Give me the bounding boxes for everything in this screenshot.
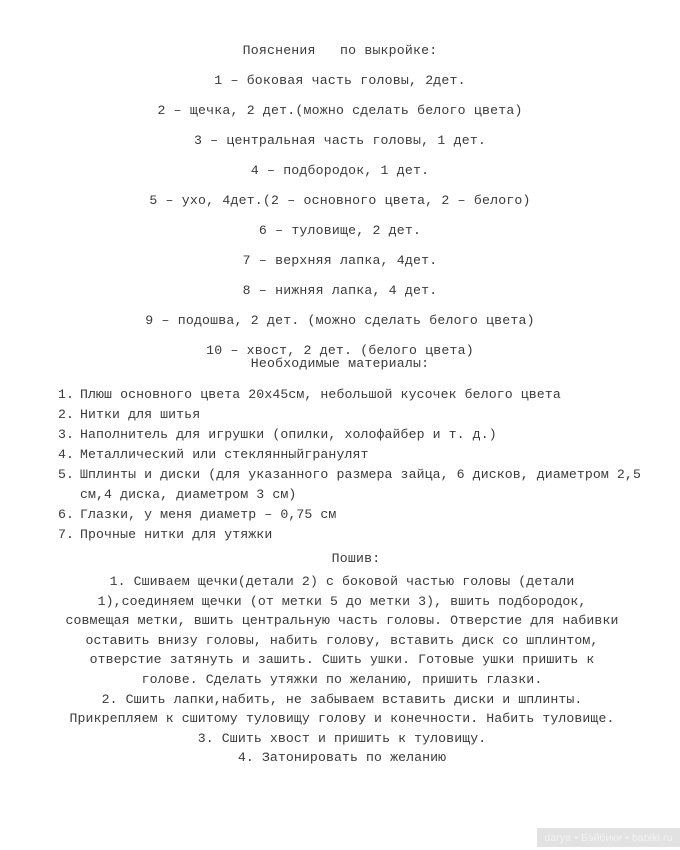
pattern-legend-block [0, 36, 680, 366]
watermark-badge [537, 828, 680, 847]
pattern-legend-title: Пояснения по выкройке: [242, 43, 438, 58]
pattern-legend-line: 1 – боковая часть головы, 2дет. [214, 73, 466, 88]
materials-item-number: 2. [58, 407, 75, 423]
materials-item-number: 6. [58, 507, 75, 523]
materials-list-item [58, 525, 658, 545]
sewing-step: 4. Затонировать по желанию [237, 750, 447, 766]
materials-item-number: 4. [58, 447, 75, 463]
pattern-legend-line: 8 – нижняя лапка, 4 дет. [242, 283, 438, 298]
materials-item-text: Глазки, у меня диаметр – 0,75 см [80, 507, 337, 523]
materials-list-item [58, 505, 658, 525]
pattern-legend-line: 4 – подбородок, 1 дет. [250, 163, 430, 178]
materials-list [58, 385, 658, 545]
materials-item-text: Металлический или стеклянныйгранулят [80, 447, 369, 463]
pattern-legend-line: 10 – хвост, 2 дет. (белого цвета) [206, 343, 474, 358]
materials-item-number: 3. [58, 427, 75, 443]
materials-list-item [58, 445, 658, 465]
pattern-legend-line: 2 – щечка, 2 дет.(можно сделать белого цвета) [157, 103, 523, 118]
materials-item-text: Прочные нитки для утяжки [80, 527, 273, 543]
materials-list-item [58, 425, 658, 445]
pattern-legend-line: 6 – туловище, 2 дет. [258, 223, 422, 238]
sewing-steps-block [62, 572, 622, 768]
materials-item-text: Нитки для шитья [80, 407, 201, 423]
materials-list-item [58, 385, 658, 405]
materials-item-number: 5. [58, 467, 75, 483]
sewing-step: 2. Сшить лапки,набить, не забываем вставить диски и шплинты. Прикрепляем к сшитому туловищу голову и конечности. Набить туловище. [69, 691, 615, 727]
materials-list-item [58, 465, 658, 504]
watermark-text: darya • Бэйбики • babiki.ru [544, 831, 673, 844]
materials-item-text: Плюш основного цвета 20х45см, небольшой кусочек белого цвета [80, 387, 561, 402]
materials-item-number: 7. [58, 527, 75, 543]
pattern-legend-line: 3 – центральная часть головы, 1 дет. [193, 133, 487, 148]
pattern-legend-line: 5 – ухо, 4дет.(2 – основного цвета, 2 – белого) [149, 193, 531, 208]
materials-heading: Необходимые материалы: [250, 356, 430, 371]
pattern-legend-line: 7 – верхняя лапка, 4дет. [242, 253, 438, 268]
materials-list-item [58, 405, 658, 425]
materials-item-text: Шплинты и диски (для указанного размера зайца, 6 дисков, диаметром 2,5 см,4 диска, диаметром 3 см) [80, 467, 641, 502]
sewing-step: 1. Сшиваем щечки(детали 2) с боковой частью головы (детали 1),соединяем щечки (от метки 5 до метки 3), вшить подбородок, совмещая метки, вшить центральную часть головы. Отверстие для набивки оставить внизу головы, набить голову, вставить диск со шплинтом, отверстие затянуть и зашить. Сшить ушки. Готовые ушки пришить к голове. Сделать утяжки по желанию, пришить глазки. [65, 574, 619, 687]
sewing-heading: Пошив: [331, 551, 381, 566]
pattern-legend-line: 9 – подошва, 2 дет. (можно сделать белого цвета) [145, 313, 535, 328]
materials-item-number: 1. [58, 387, 75, 402]
sewing-step: 3. Сшить хвост и пришить к туловищу. [197, 730, 487, 746]
materials-item-text: Наполнитель для игрушки (опилки, холофайбер и т. д.) [80, 427, 497, 443]
